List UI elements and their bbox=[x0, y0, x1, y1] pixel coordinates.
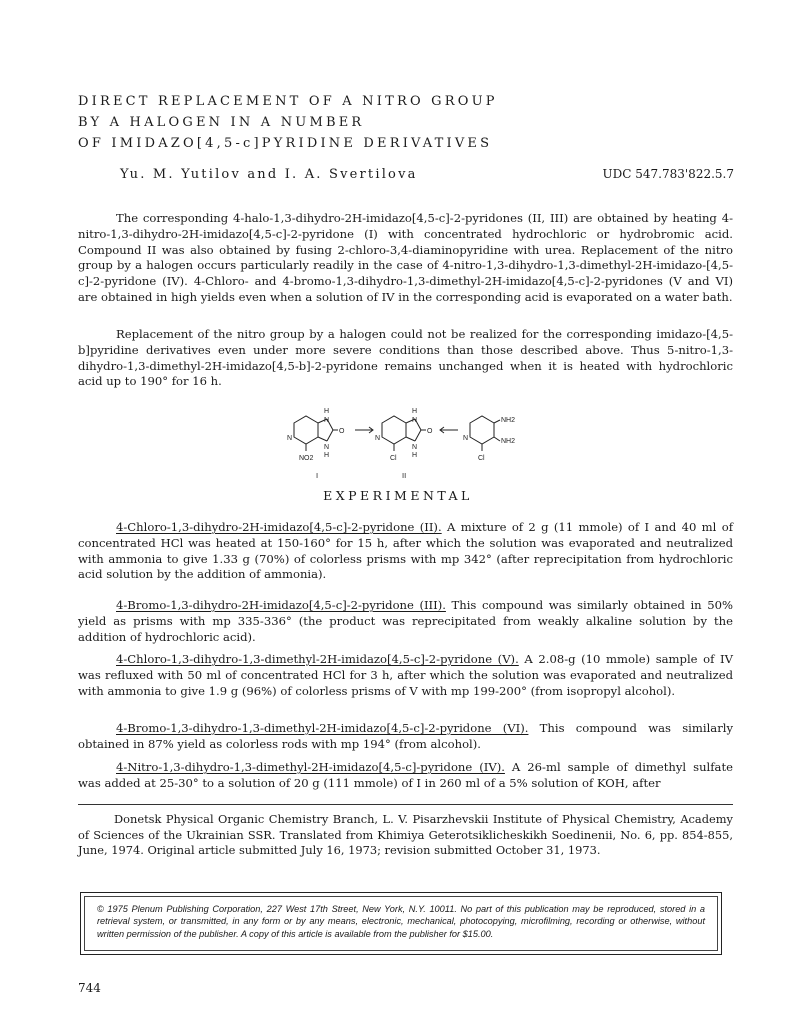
section-title: EXPERIMENTAL bbox=[323, 488, 473, 503]
scheme-n-ring-2: N bbox=[375, 435, 381, 442]
compound-name: 4-Chloro-1,3-dihydro-2H-imidazo[4,5-c]-2-pyridone (II). bbox=[116, 520, 442, 534]
scheme-h-1: H bbox=[324, 408, 330, 415]
experimental-paragraph-4 bbox=[78, 721, 733, 753]
experimental-paragraph-1 bbox=[78, 520, 733, 583]
scheme-n-4: N bbox=[412, 444, 418, 451]
procedure-text: This compound was similarly obtained in 50% yield as prisms with mp 335-336° (the product was reprecipitated from weakly alkaline solution by the addition of hydrochloric acid). bbox=[78, 598, 733, 644]
authors: Yu. M. Yutilov and I. A. Svertilova bbox=[120, 167, 418, 182]
procedure-text: A 26-ml sample of dimethyl sulfate was added at 25-30° to a solution of 20 g (111 mmole) of I in 260 ml of a 5% solution of KOH, after bbox=[78, 760, 733, 790]
intro-paragraph-2: Replacement of the nitro group by a halogen could not be realized for the corresponding imidazo-[4,5-b]pyridine derivatives even under more severe conditions than those described above. Thus 5-nitro-1,3-dihydro-1,3-dimethyl-2H-imidazo[4,5-b]-2-pyridone remains unchanged when it is heated with hydrochloric acid up to 190° for 16 h. bbox=[78, 327, 733, 389]
scheme-nh2-2: NH2 bbox=[501, 438, 516, 445]
experimental-paragraph-5 bbox=[78, 760, 733, 792]
procedure-text: This compound was similarly obtained in 87% yield as colorless rods with mp 194° (from alcohol). bbox=[78, 721, 733, 751]
scheme-cl-1: Cl bbox=[390, 455, 397, 462]
scheme-cl-2: Cl bbox=[478, 455, 485, 462]
scheme-n-2: N bbox=[324, 444, 330, 451]
compound-name: 4-Chloro-1,3-dihydro-1,3-dimethyl-2H-imidazo[4,5-c]-2-pyridone (V). bbox=[116, 652, 519, 666]
title-line-2: BY A HALOGEN IN A NUMBER bbox=[78, 115, 365, 130]
copyright-notice: © 1975 Plenum Publishing Corporation, 227 West 17th Street, New York, N.Y. 10011. No part of this publication may be reproduced, stored in a retrieval system, or transmitted, in any form or by any means, electronic, mechanical, photocopying, microfilming, recording or otherwise, without written permission of the publisher. A copy of this article is available from the publisher for $15.00. bbox=[84, 896, 718, 951]
page-number: 744 bbox=[78, 981, 101, 995]
scheme-n-ring-3: N bbox=[463, 435, 469, 442]
scheme-o-1: O bbox=[339, 428, 345, 435]
footnote: Donetsk Physical Organic Chemistry Branch, L. V. Pisarzhevskii Institute of Physical Chemistry, Academy of Sciences of the Ukrainian SSR. Translated from Khimiya Geterotsiklicheskikh Soedinenii, No. 6, pp. 854-855, June, 1974. Original article submitted July 16, 1973; revision submitted October 31, 1973. bbox=[78, 812, 733, 858]
compound-name: 4-Bromo-1,3-dihydro-1,3-dimethyl-2H-imidazo[4,5-c]-2-pyridone (VI). bbox=[116, 721, 529, 735]
compound-name: 4-Nitro-1,3-dihydro-1,3-dimethyl-2H-imidazo[4,5-c]-pyridone (IV). bbox=[116, 760, 505, 774]
procedure-text: A mixture of 2 g (11 mmole) of I and 40 ml of concentrated HCl was heated at 150-160° for 15 h, after which the solution was evaporated and neutralized with ammonia to give 1.33 g (70%) of colorless prisms with mp 342° (after reprecipitation from hydrochloric acid solution by the addition of ammonia). bbox=[78, 520, 733, 582]
experimental-paragraph-2 bbox=[78, 598, 733, 645]
title-line-3: OF IMIDAZO[4,5-c]PYRIDINE DERIVATIVES bbox=[78, 136, 493, 151]
copyright-box bbox=[80, 892, 722, 955]
scheme-h-4: H bbox=[412, 452, 418, 459]
scheme-n-1: N bbox=[324, 417, 330, 424]
compound-name: 4-Bromo-1,3-dihydro-2H-imidazo[4,5-c]-2-pyridone (III). bbox=[116, 598, 446, 612]
scheme-no2: NO2 bbox=[299, 455, 314, 462]
udc-code: UDC 547.783'822.5.7 bbox=[602, 167, 734, 181]
scheme-o-2: O bbox=[427, 428, 433, 435]
compound-label-II: II bbox=[402, 471, 407, 480]
scheme-h-3: H bbox=[412, 408, 418, 415]
intro-paragraph-1: The corresponding 4-halo-1,3-dihydro-2H-imidazo[4,5-c]-2-pyridones (II, III) are obtained by heating 4-nitro-1,3-dihydro-2H-imidazo[4,5-c]-2-pyridone (I) with concentrated hydrochloric or hydrobromic acid. Compound II was also obtained by fusing 2-chloro-3,4-diaminopyridine with urea. Replacement of the nitro group by a halogen occurs particularly readily in the case of 4-nitro-1,3-dihydro-1,3-dimethyl-2H-imidazo-[4,5-c]-2-pyridone (IV). 4-Chloro- and 4-bromo-1,3-dihydro-1,3-dimethyl-2H-imidazo[4,5-c]-2-pyridones (V and VI) are obtained in high yields even when a solution of IV in the corresponding acid is evaporated on a water bath. bbox=[78, 211, 733, 304]
scheme-nh2-1: NH2 bbox=[501, 417, 516, 424]
compound-label-I: I bbox=[316, 471, 319, 480]
footnote-divider bbox=[78, 804, 733, 805]
scheme-h-2: H bbox=[324, 452, 330, 459]
title-line-1: DIRECT REPLACEMENT OF A NITRO GROUP bbox=[78, 94, 498, 109]
scheme-n-ring-1: N bbox=[287, 435, 293, 442]
reaction-scheme bbox=[280, 405, 520, 483]
scheme-n-3: N bbox=[412, 417, 418, 424]
experimental-paragraph-3 bbox=[78, 652, 733, 699]
procedure-text: A 2.08-g (10 mmole) sample of IV was refluxed with 50 ml of concentrated HCl for 3 h, after which the solution was evaporated and neutralized with ammonia to give 1.9 g (96%) of colorless prisms of V with mp 199-200° (from isopropyl alcohol). bbox=[78, 652, 733, 698]
